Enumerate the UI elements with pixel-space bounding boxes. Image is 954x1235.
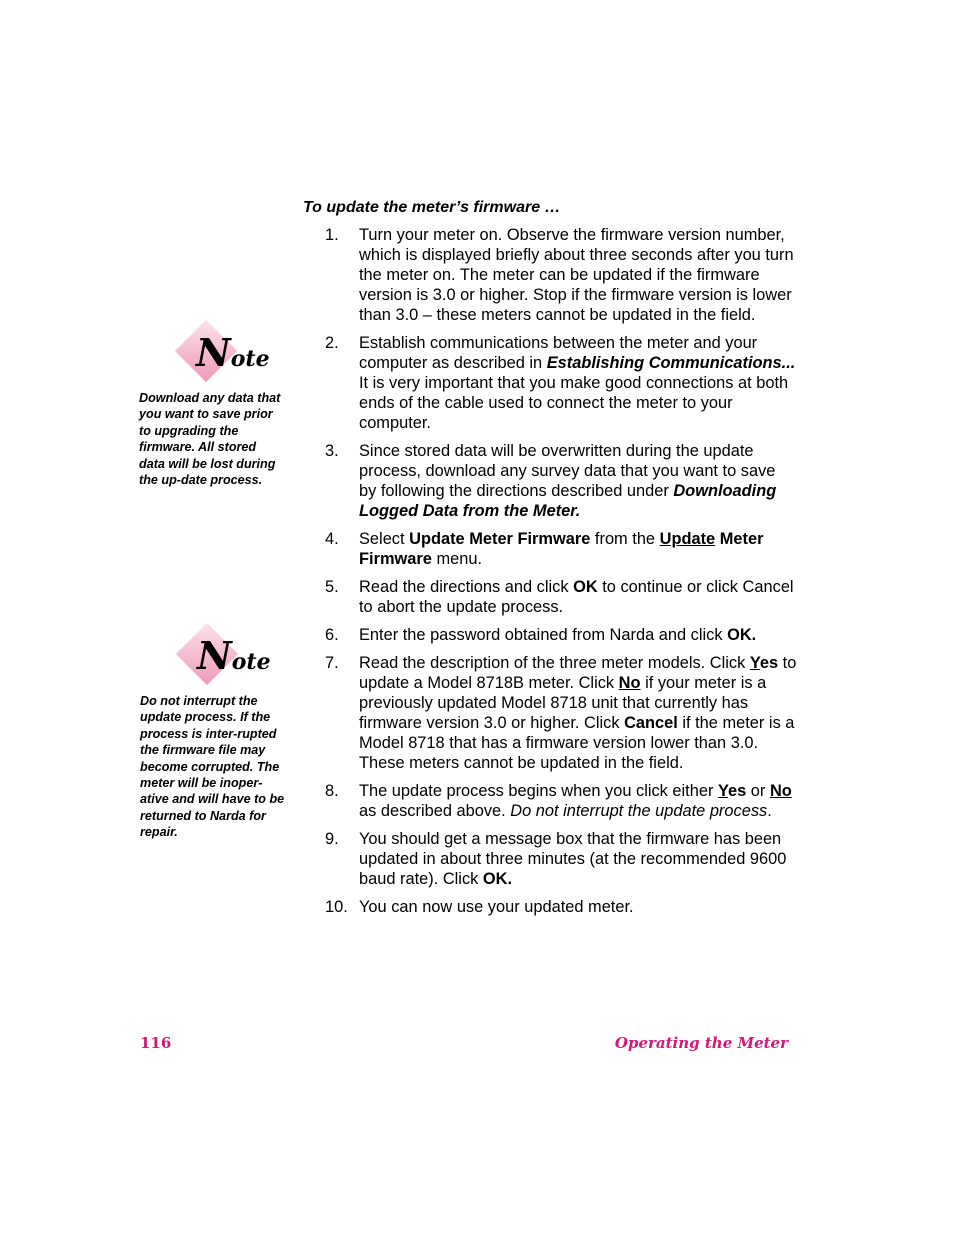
step-text: You should get a message box that the firmware has been updated in about three minutes (at the recommended 9600 baud rate). Click OK. xyxy=(359,830,787,888)
step-number: 9. xyxy=(325,830,339,848)
note-logo-cap: N xyxy=(197,633,232,678)
note-logo-rest: ote xyxy=(230,346,270,372)
step-number: 2. xyxy=(325,334,339,352)
step-text: Read the directions and click OK to continue or click Cancel to abort the update process. xyxy=(359,578,794,616)
step-text: Since stored data will be overwritten during the update process, download any survey data that you want to save by following the directions described under Downloading Logged Data from the Meter. xyxy=(359,442,777,520)
step-7 xyxy=(322,653,797,773)
section-title: Operating the Meter xyxy=(614,1034,788,1052)
step-text: Select Update Meter Firmware from the Update Meter Firmware menu. xyxy=(359,530,764,568)
step-5 xyxy=(322,577,797,617)
step-1 xyxy=(322,225,797,325)
step-text: You can now use your updated meter. xyxy=(359,898,634,916)
note-text: Do not interrupt the update process. If the process is inter-rupted the firmware file may become corrupted. The meter will be inoper-ative and will have to be returned to Narda for repair. xyxy=(140,694,285,840)
note-logo xyxy=(139,320,284,390)
note-logo-text xyxy=(196,330,270,375)
step-text: Establish communications between the meter and your computer as described in Establishing Communications... It is very important that you make good connections at both ends of the cable used to connect the meter to your computer. xyxy=(359,334,796,432)
note-logo-text xyxy=(197,633,271,678)
step-number: 10. xyxy=(325,898,348,916)
note-text: Download any data that you want to save prior to upgrading the firmware. All stored data will be lost during the up-date process. xyxy=(139,391,281,488)
note-logo-rest: ote xyxy=(231,649,271,675)
step-number: 5. xyxy=(325,578,339,596)
step-9 xyxy=(322,829,797,889)
step-text: The update process begins when you click either Yes or No as described above. Do not interrupt the update process. xyxy=(359,782,792,820)
sidebar-note-2 xyxy=(140,623,285,841)
step-3 xyxy=(322,441,797,521)
sidebar-note-1 xyxy=(139,320,284,488)
step-number: 8. xyxy=(325,782,339,800)
step-number: 4. xyxy=(325,530,339,548)
step-text: Enter the password obtained from Narda and click OK. xyxy=(359,626,757,644)
step-8 xyxy=(322,781,797,821)
procedure-steps xyxy=(322,225,797,925)
step-6 xyxy=(322,625,797,645)
step-number: 7. xyxy=(325,654,339,672)
procedure-heading: To update the meter’s firmware … xyxy=(303,199,561,216)
step-text: Read the description of the three meter models. Click Yes to update a Model 8718B meter. Click No if your meter is a previously updated Model 8718 unit that currently has firmware version 3.0 or higher. Click Cancel if the meter is a Model 8718 that has a firmware version lower than 3.0. These meters cannot be updated in the field. xyxy=(359,654,797,772)
step-number: 1. xyxy=(325,226,339,244)
step-number: 6. xyxy=(325,626,339,644)
step-number: 3. xyxy=(325,442,339,460)
page-number: 116 xyxy=(140,1034,172,1052)
step-text: Turn your meter on. Observe the firmware version number, which is displayed briefly about three seconds after you turn the meter on. The meter can be updated if the firmware version is 3.0 or higher. Stop if the firmware version is lower than 3.0 – these meters cannot be updated in the field. xyxy=(359,226,794,324)
note-logo-cap: N xyxy=(196,330,231,375)
step-4 xyxy=(322,529,797,569)
step-10 xyxy=(322,897,797,917)
step-2 xyxy=(322,333,797,433)
note-logo xyxy=(140,623,285,693)
